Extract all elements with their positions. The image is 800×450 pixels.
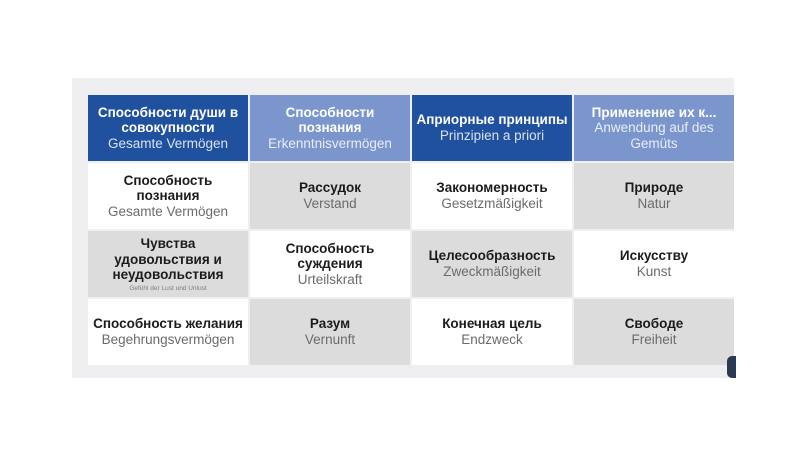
table-cell-cognition xyxy=(250,299,410,365)
cell-ru: Разум xyxy=(309,316,351,332)
table-cell-principle xyxy=(412,299,572,365)
cell-ru: Природе xyxy=(624,180,684,196)
table-cell-faculty xyxy=(88,163,248,229)
header-cognition-de: Erkenntnisvermögen xyxy=(268,135,392,151)
cell-ru: Чувства удовольствия и неудовольствия xyxy=(112,235,224,283)
header-cognition xyxy=(250,95,410,161)
table-cell-faculty xyxy=(88,231,248,297)
table-cell-cognition xyxy=(250,163,410,229)
cell-ru: Закономерность xyxy=(436,180,548,196)
cell-de: Gefühl der Lust und Unlust xyxy=(129,284,207,292)
kant-faculties-table xyxy=(88,95,734,365)
cell-ru: Целесообразность xyxy=(428,248,556,264)
table-cell-faculty xyxy=(88,299,248,365)
cell-de: Vernunft xyxy=(304,332,356,347)
cell-de: Freiheit xyxy=(631,332,677,347)
cell-de: Gesamte Vermögen xyxy=(107,203,229,219)
cell-ru: Рассудок xyxy=(298,180,362,196)
header-faculties-de: Gesamte Vermögen xyxy=(107,135,229,151)
table-cell-application xyxy=(574,231,734,297)
table-cell-principle xyxy=(412,163,572,229)
header-principles-ru: Априорные принципы xyxy=(416,112,568,128)
cell-ru: Способность желания xyxy=(93,316,243,332)
cell-ru: Способность познания xyxy=(123,172,213,204)
cell-de: Verstand xyxy=(303,196,357,211)
slide-area xyxy=(72,78,734,378)
table-cell-cognition xyxy=(250,231,410,297)
cell-ru: Способность суждения xyxy=(285,240,375,272)
header-cognition-ru: Способности познания xyxy=(285,104,375,136)
cell-de: Kunst xyxy=(636,264,672,279)
cell-de: Zweckmäßigkeit xyxy=(443,264,541,279)
header-application-ru: Применение их к... xyxy=(591,104,717,120)
cell-de: Gesetzmäßigkeit xyxy=(441,196,543,211)
table-cell-application xyxy=(574,299,734,365)
cell-de: Begehrungsvermögen xyxy=(101,332,235,347)
header-application xyxy=(574,95,734,161)
header-faculties xyxy=(88,95,248,161)
cell-de: Natur xyxy=(637,196,671,211)
header-principles-de: Prinzipien a priori xyxy=(439,128,545,143)
cell-ru: Конечная цель xyxy=(442,316,542,332)
cell-ru: Свободе xyxy=(624,316,684,332)
header-principles xyxy=(412,95,572,161)
cell-ru: Искусству xyxy=(619,248,689,264)
header-faculties-ru: Способности души в совокупности xyxy=(97,104,239,136)
table-cell-principle xyxy=(412,231,572,297)
header-application-de: Anwendung auf des Gemüts xyxy=(594,120,714,151)
cell-de: Endzweck xyxy=(461,332,523,347)
table-cell-application xyxy=(574,163,734,229)
video-overlay-edge xyxy=(727,356,736,378)
cell-de: Urteilskraft xyxy=(297,271,363,287)
